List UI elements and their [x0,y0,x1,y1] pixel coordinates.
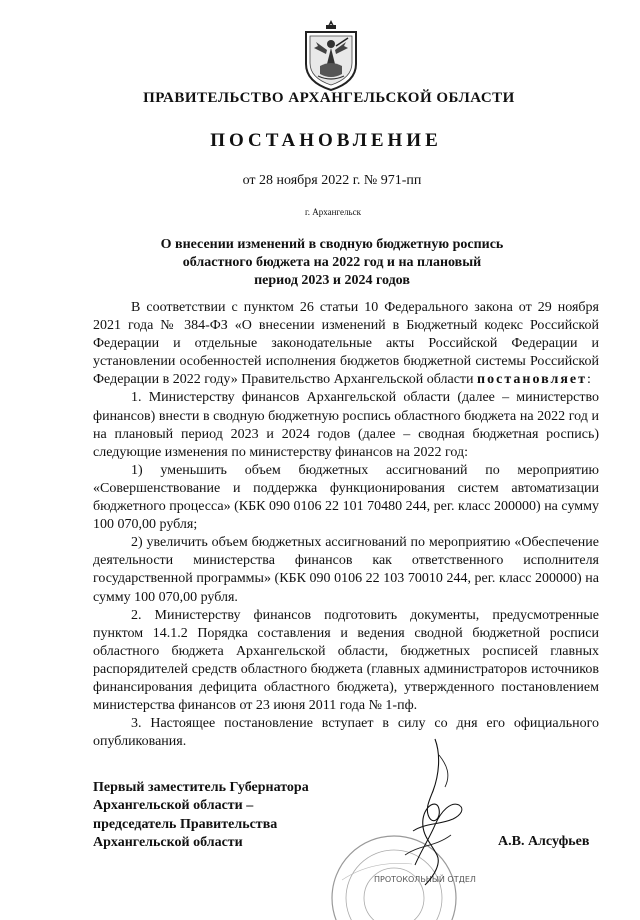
arkhangelsk-coat-of-arms-icon [300,16,362,92]
item-3-paragraph: 3. Настоящее постановление вступает в силу со дня его официального опубликования. [93,716,599,750]
organization-name: ПРАВИТЕЛЬСТВО АРХАНГЕЛЬСКОЙ ОБЛАСТИ [143,90,515,106]
document-title [0,236,640,290]
signatory-position-line: председатель Правительства [93,816,278,832]
signatory-position-line: Архангельской области – [93,798,254,814]
preamble-text: В соответствии с пунктом 26 статьи 10 Федерального закона от 29 ноября 2021 года № 384-ФЗ «О внесении изменений в Бюджетный кодекс Российской Федерации и отдельные законодательные акты Российской Федерации и установлении особенностей исполнения бюджетов бюджетной системы Российской Федерации в 2022 году» Правительство Архангельской области [93,300,599,388]
document-title-line: О внесении изменений в сводную бюджетную роспись [160,237,504,252]
document-title-line: областного бюджета на 2022 год и на плановый [182,255,482,270]
document-city: г. Архангельск [305,207,361,217]
item-1-1-paragraph: 1) уменьшить объем бюджетных ассигнований по мероприятию «Совершенствование и поддержка функционирования систем автоматизации бюджетного процесса» (КБК 090 0106 22 101 70480 244, рег. класс 200000) на сумму 100 070,00 рубля; [93,462,599,533]
document-type: ПОСТАНОВЛЕНИЕ [210,130,442,151]
handwritten-signature-icon [395,735,475,895]
document-title-line: период 2023 и 2024 годов [254,273,410,288]
document-body [93,299,599,751]
signatory-name: А.В. Алсуфьев [498,834,590,849]
item-1-2-paragraph: 2) увеличить объем бюджетных ассигнований по мероприятию «Обеспечение деятельности министерства финансов как ответственного исполнителя государственной программы» (КБК 090 0106 22 103 70010 244, рег. класс 200000) на сумму 100 070,00 рубля. [93,535,599,605]
resolves-suffix: : [587,372,591,388]
signatory-position-line: Архангельской области [93,834,243,850]
item-1-paragraph: 1. Министерству финансов Архангельской области (далее – министерство финансов) внести в сводную бюджетную роспись областного бюджета на 2022 год и на плановый период 2023 и 2024 годов (далее – сводная бюджетная роспись) следующие изменения по министерству финансов на 2022 год: [93,390,599,460]
preamble-paragraph [93,299,599,389]
resolves-word: постановляет [477,372,587,388]
item-2-paragraph: 2. Министерству финансов подготовить документы, предусмотренные пунктом 14.1.2 Порядка составления и ведения сводной бюджетной росписи областного бюджета Архангельской области, бюджетных росписей главных распорядителей средств областного бюджета (главных администраторов источников финансирования дефицита областного бюджета), утвержденного постановлением министерства финансов от 23 июня 2011 года № 1-пф. [93,607,599,714]
signatory-position-line: Первый заместитель Губернатора [93,780,309,795]
document-date-number: от 28 ноября 2022 г. № 971-пп [242,173,422,188]
stamp-text: ПРОТОКОЛЬНЫЙ ОТДЕЛ [374,875,476,884]
